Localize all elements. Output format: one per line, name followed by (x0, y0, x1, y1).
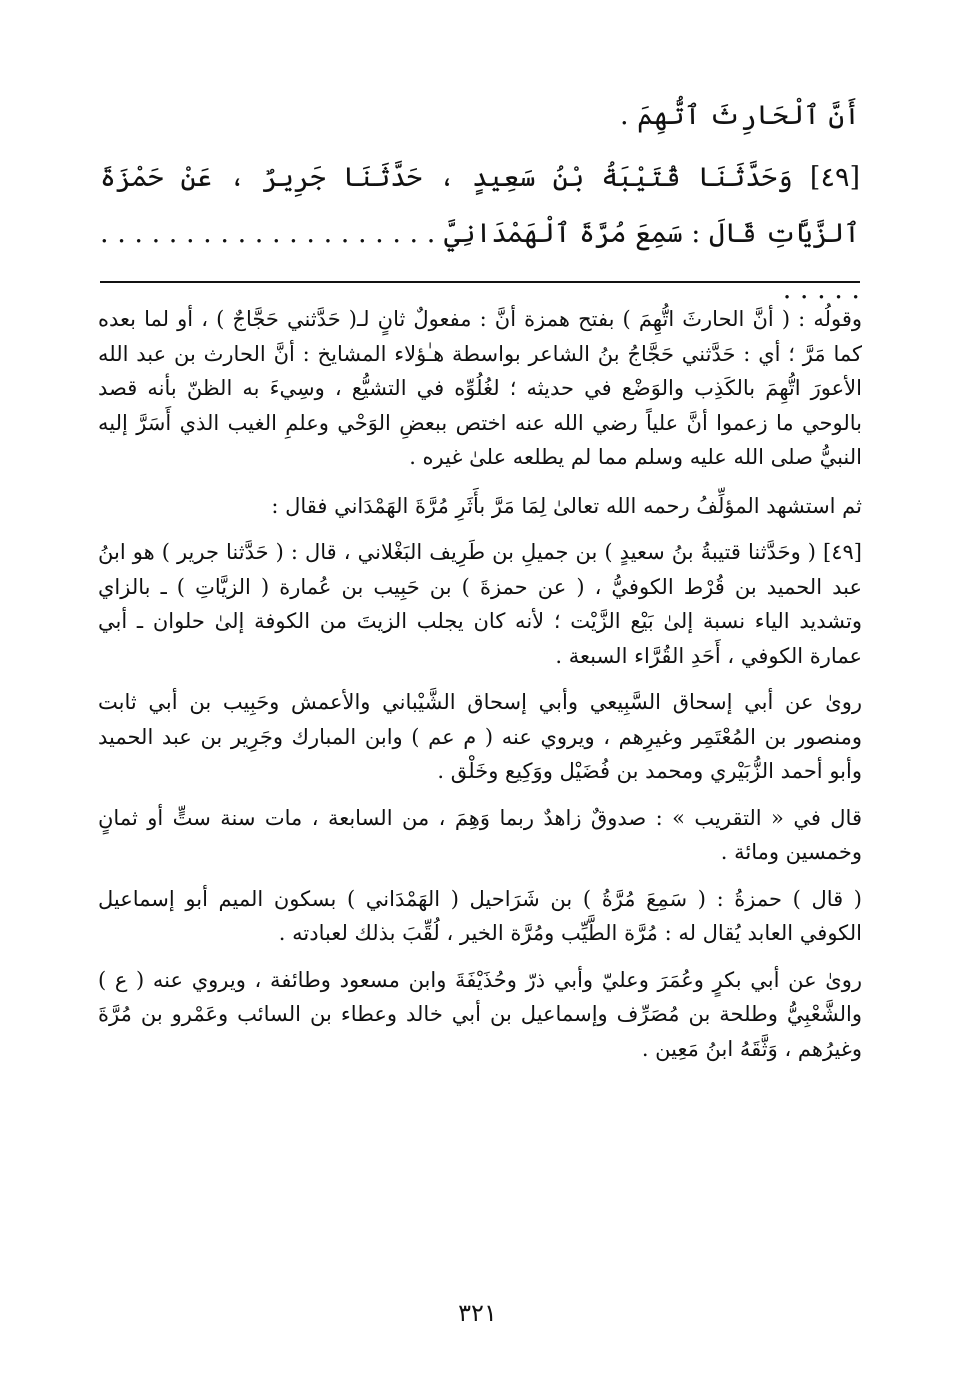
page-number: ٣٢١ (458, 1299, 497, 1327)
commentary-paragraph-6: ( قال ) حمزةُ : ( سَمِعَ مُرَّةُ ) بن شَرَاحيل ( الهَمْدَاني ) بسكون الميم أبو إسماعيل الكوفي العابد يُقال له : مُرَّة الطَّيِّب ومُرَّة الخير ، لُقِّبَ بذلك لعبادته . (98, 886, 862, 945)
commentary-paragraph-1: وقولُه : ( أنَّ الحارثَ اتُّهِمَ ) بفتح همزة أنَّ : مفعولٌ ثانٍ لـ( حَدَّثني حَجَّاجٌ ) ، أو لما بعده كما مَرَّ ؛ أي : حَدَّثني حَجَّاجُ بنُ الشاعر بواسطة هـٰؤلاء المشايخ : أنَّ الحارث بن عبد الله الأعورَ اتُّهِمَ بالكَذِب والوَضْع في حديثه ؛ لغُلُوِّه في التشيُّع ، وسِيءَ به الظنّ بأنه قصد بالوحي ما زعموا أنَّ علياً رضي الله عنه اختص ببعضِ الوَحْي وعلمِ الغيب الذي أَسَرَّ إليه النبيُّ صلى الله عليه وسلم مما لم يطلعه علىٰ غيره . (98, 307, 862, 469)
hadith-text (100, 88, 860, 318)
commentary-text (98, 302, 862, 1066)
commentary-paragraph-7: روىٰ عن أبي بكرٍ وعُمَرَ وعليّ وأبي ذرّ وحُذَيْفَةَ وابن مسعود وطائفة ، ويروي عنه ( ع ) والشَّعْبِيُّ وطلحة بن مُصَرِّف وإسماعيل بن أبي خالد وعطاء بن السائب وعَمْرو بن مُرَّةَ وغيرُهم ، وَثَّقَهُ ابنُ مَعِين . (98, 967, 862, 1061)
commentary-paragraph-5: قال في « التقريب » : صدوقٌ زاهدٌ ربما وَهِمَ ، من السابعة ، مات سنة ستٍّ أو ثمانٍ وخمسين ومائة . (98, 805, 862, 864)
commentary-paragraph-4: روىٰ عن أبي إسحاق السَّبِيعي وأبي إسحاق الشَّيْباني والأعمش وحَبِيب بن أبي ثابت ومنصور بن المُعْتَمِر وغيرِهم ، ويروي عنه ( م عم ) وابن المبارك وجَرِير بن عبد الحميد وأبو أحمد الزُّبَيْري ومحمد بن فُضَيْل ووَكِيع وخَلْق . (98, 690, 862, 783)
commentary-paragraph-2: ثم استشهد المؤلِّفُ رحمه الله تعالىٰ لِمَا مَرَّ بأَثَرِ مُرَّةَ الهَمْدَاني فقال : (271, 493, 862, 518)
commentary-paragraph-3: [٤٩] ( وحَدَّثنا قتيبةُ بنُ سعيدٍ ) بن جميلِ بن طَرِيف البَغْلاني ، قال : ( حَدَّثنا جرير ) هو ابنُ عبد الحميد بن قُرْط الكوفيُّ ، ( عن حمزةَ ) بن حَبِيب بن عُمارة ( الزيَّاتِ ) ـ بالزاي وتشديد الياء نسبة إلىٰ بَيْع الزَّيْت ؛ لأنه كان يجلب الزيتَ من الكوفة إلىٰ حلوان ـ أبي عمارة الكوفي ، أَحَدِ القُرَّاء السبعة . (98, 540, 862, 668)
hadith-line-1: أَنَّ ٱلْحَارِثَ ٱتُّهِمَ . (620, 100, 860, 131)
section-divider (100, 281, 860, 283)
hadith-line-2: [٤٩] وَحَدَّثَنَا قُتَيْبَةُ بْنُ سَعِيدٍ ، حَدَّثَنَا جَرِيرٌ ، عَنْ حَمْزَةَ ٱلزَّيَّاتِ قَالَ : سَمِعَ مُرَّةَ ٱلْهَمْدَانِيَّ . . . . . . . . . . . . . . . . . . . . . . . . . (100, 162, 860, 305)
